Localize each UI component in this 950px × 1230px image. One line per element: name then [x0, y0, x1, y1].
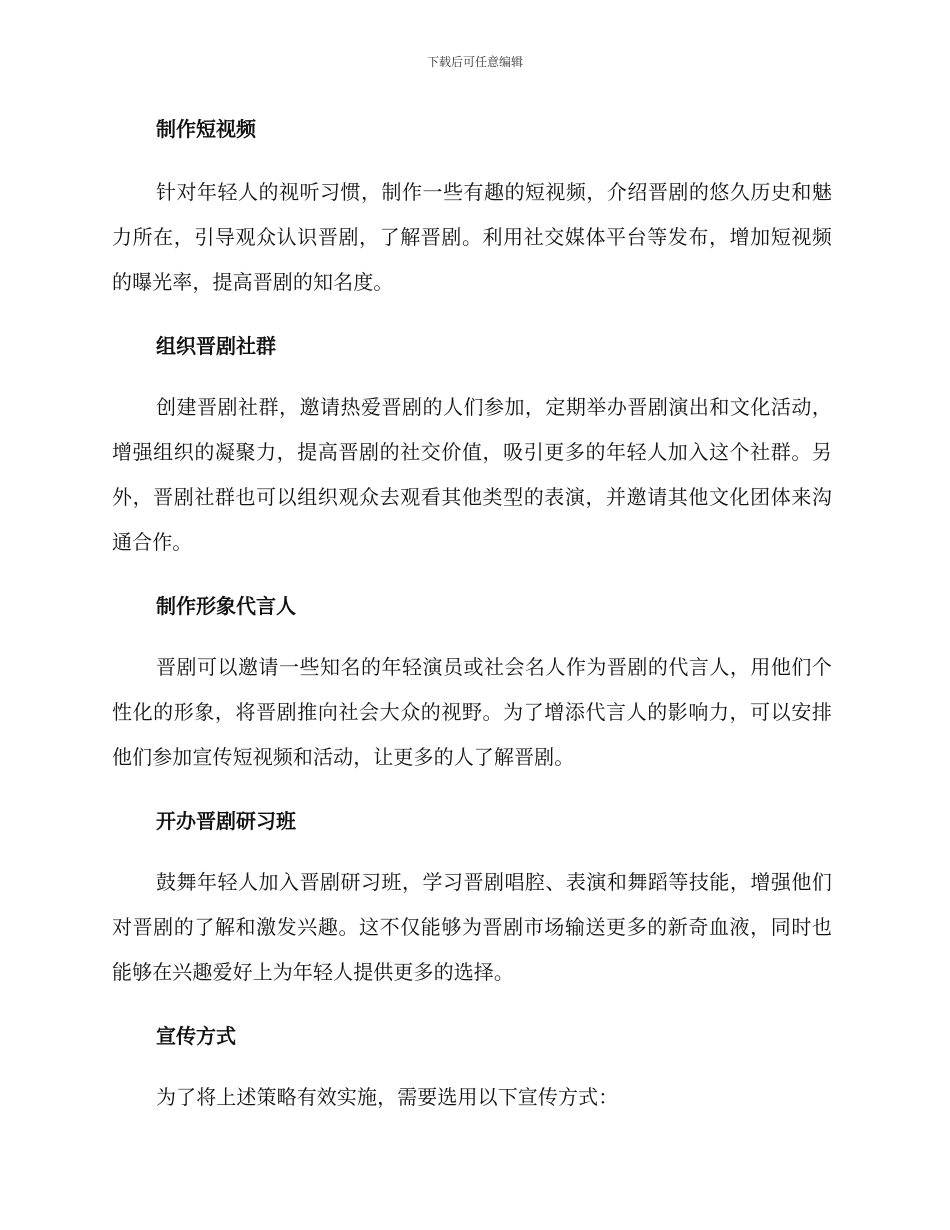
section-paragraph: 针对年轻人的视听习惯，制作一些有趣的短视频，介绍晋剧的悠久历史和魅力所在，引导观众认识晋剧，了解晋剧。利用社交媒体平台等发布，增加短视频的曝光率，提高晋剧的知名度。: [112, 180, 832, 294]
section-heading: 制作形象代言人: [156, 594, 296, 618]
section-spokesperson: [112, 591, 832, 780]
section-heading: 组织晋剧社群: [156, 334, 276, 358]
section-heading: 宣传方式: [156, 1024, 236, 1048]
section-workshop: [112, 806, 832, 995]
section-paragraph: 为了将上述策略有效实施，需要选用以下宣传方式：: [156, 1085, 619, 1109]
page-header: 下载后可任意编辑: [426, 55, 523, 69]
section-short-video: [112, 114, 832, 305]
section-heading: 制作短视频: [156, 117, 256, 141]
section-community: [112, 331, 832, 565]
section-paragraph: 鼓舞年轻人加入晋剧研习班，学习晋剧唱腔、表演和舞蹈等技能，增强他们对晋剧的了解和激发兴趣。这不仅能够为晋剧市场输送更多的新奇血液，同时也能够在兴趣爱好上为年轻人提供更多的选择。: [112, 870, 832, 984]
section-paragraph: 晋剧可以邀请一些知名的年轻演员或社会名人作为晋剧的代言人，用他们个性化的形象，将晋剧推向社会大众的视野。为了增添代言人的影响力，可以安排他们参加宣传短视频和活动，让更多的人了解晋剧。: [112, 655, 832, 769]
section-promotion-methods: [112, 1021, 832, 1120]
document-body: [112, 112, 832, 1120]
section-paragraph: 创建晋剧社群，邀请热爱晋剧的人们参加，定期举办晋剧演出和文化活动，增强组织的凝聚力，提高晋剧的社交价值，吸引更多的年轻人加入这个社群。另外，晋剧社群也可以组织观众去观看其他类型的表演，并邀请其他文化团体来沟通合作。: [112, 395, 832, 554]
section-heading: 开办晋剧研习班: [156, 809, 296, 833]
